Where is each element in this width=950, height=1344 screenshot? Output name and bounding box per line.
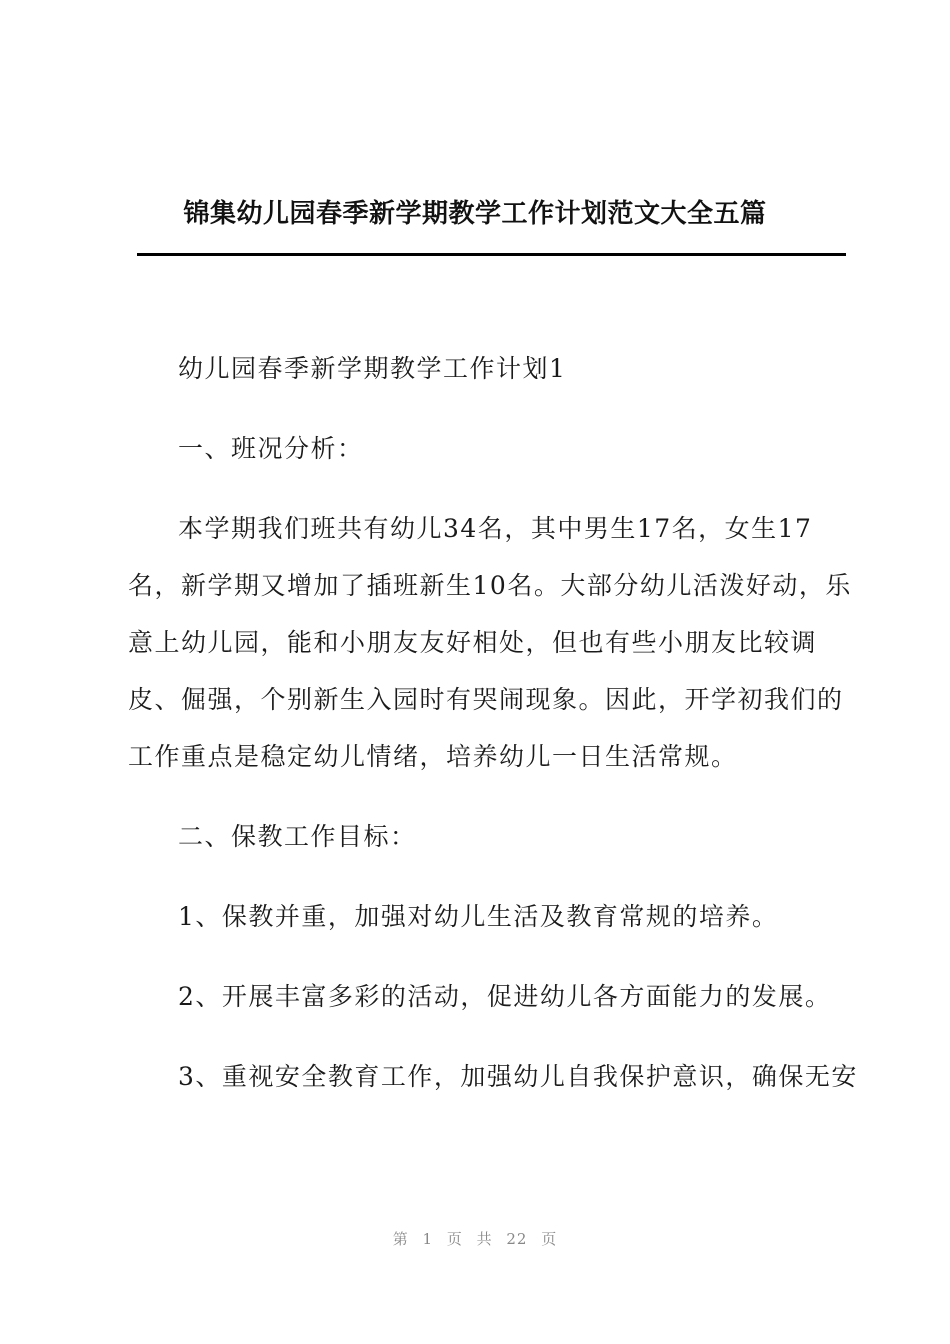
list-item: 3、重视安全教育工作，加强幼儿自我保护意识，确保无安 (178, 1062, 858, 1091)
document-title: 锦集幼儿园春季新学期教学工作计划范文大全五篇 (183, 199, 767, 229)
list-item: 1、保教并重，加强对幼儿生活及教育常规的培养。 (178, 902, 779, 931)
list-item: 2、开展丰富多彩的活动，促进幼儿各方面能力的发展。 (178, 982, 832, 1011)
section-heading: 幼儿园春季新学期教学工作计划1 (178, 354, 567, 383)
subsection-heading: 一、班况分析： (178, 434, 364, 463)
document-body (128, 340, 858, 1128)
subsection-heading: 二、保教工作目标： (178, 822, 417, 851)
page-number-footer: 第 1 页 共 22 页 (392, 1230, 558, 1248)
title-underline-rule (137, 253, 846, 256)
body-paragraph: 本学期我们班共有幼儿34名，其中男生17名，女生17名，新学期又增加了插班新生10名。大部分幼儿活泼好动，乐意上幼儿园，能和小朋友友好相处，但也有些小朋友比较调皮、倔强，个别新生入园时有哭闹现象。因此，开学初我们的工作重点是稳定幼儿情绪，培养幼儿一日生活常规。 (128, 514, 852, 771)
